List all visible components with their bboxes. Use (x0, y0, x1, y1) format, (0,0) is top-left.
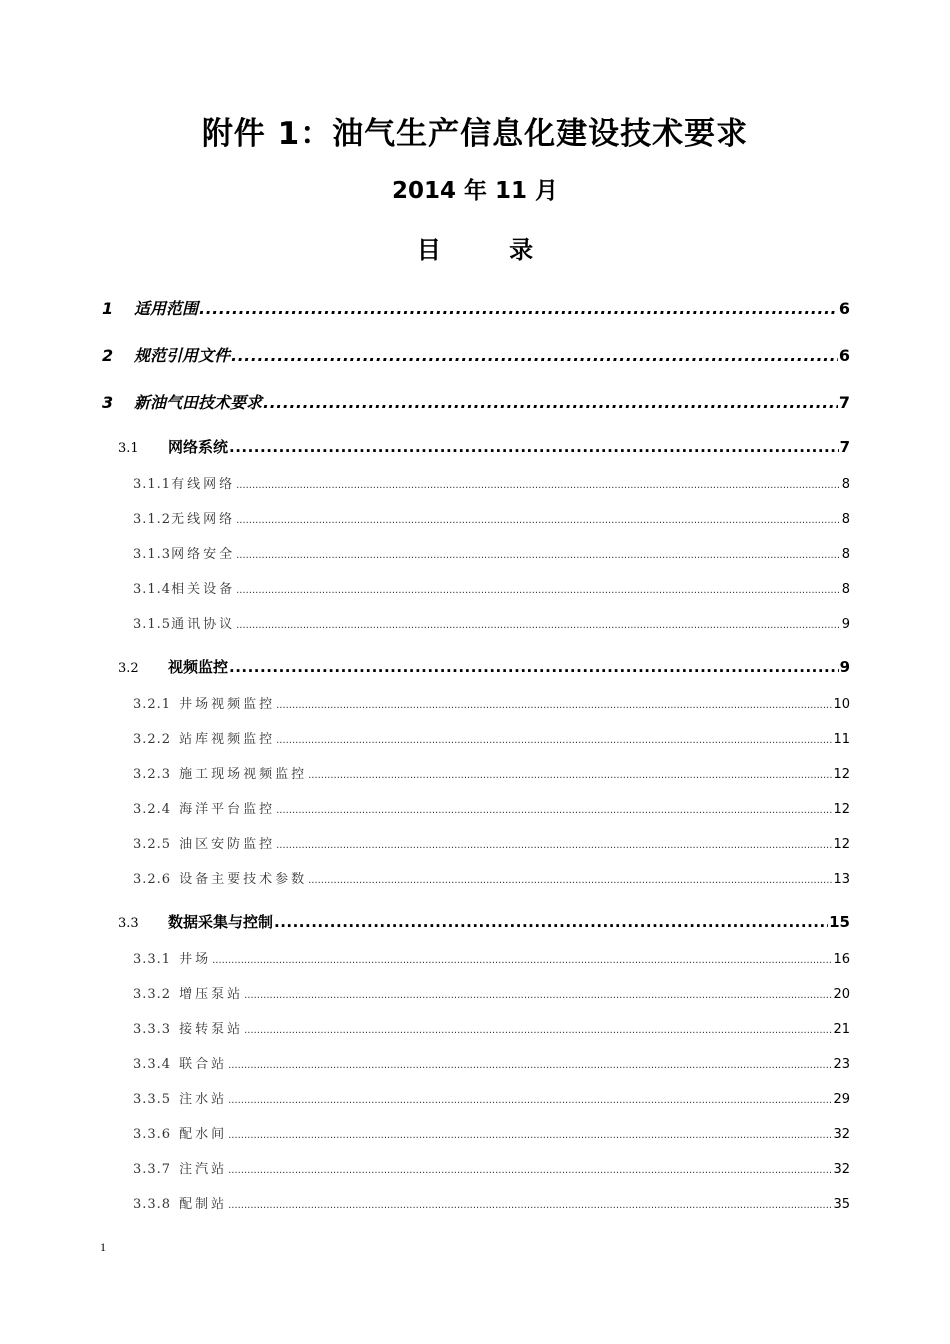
toc-leader (229, 658, 839, 676)
toc-entry-number: 3.2.2 (133, 732, 172, 747)
toc-entry[interactable] (133, 1088, 850, 1107)
toc-entry-page: 32 (833, 1127, 850, 1142)
toc-leader (228, 1095, 832, 1106)
toc-entry[interactable] (133, 868, 850, 887)
document-title: 附件 1：油气生产信息化建设技术要求 (201, 116, 749, 152)
toc-entry-page: 8 (841, 547, 850, 562)
toc-leader (199, 299, 838, 318)
toc-leader (308, 770, 832, 781)
toc-entry[interactable] (118, 436, 850, 457)
toc-entry-number: 2 (102, 346, 114, 365)
toc-leader (231, 346, 838, 365)
toc-entry-label: 网络安全 (171, 547, 236, 562)
toc-entry-number: 3.3.6 (133, 1127, 172, 1142)
toc-entry-label: 海洋平台监控 (179, 802, 276, 817)
toc-entry-label: 适用范围 (134, 299, 199, 318)
toc-entry-label: 注汽站 (179, 1162, 228, 1177)
toc-entry-label: 联合站 (179, 1057, 228, 1072)
toc-entry-page: 7 (838, 393, 850, 412)
toc-entry[interactable] (102, 343, 850, 366)
toc-entry-label: 通讯协议 (171, 617, 236, 632)
toc-leader (276, 735, 832, 746)
toc-entry[interactable] (133, 1018, 850, 1037)
toc-entry-page: 6 (838, 299, 850, 318)
toc-leader (244, 990, 832, 1001)
toc-leader (276, 700, 832, 711)
toc-leader (236, 480, 841, 491)
toc-entry-page: 9 (839, 658, 850, 676)
toc-entry-page: 8 (841, 582, 850, 597)
toc-entry-page: 10 (833, 697, 850, 712)
toc-entry-number: 3.2.5 (133, 837, 172, 852)
toc-entry-number: 3.2.3 (133, 767, 172, 782)
toc-entry-page: 12 (833, 837, 850, 852)
toc-leader (236, 515, 841, 526)
toc-entry-number: 3.1.2 (133, 512, 172, 527)
toc-entry-page: 23 (833, 1057, 850, 1072)
toc-entry[interactable] (133, 1123, 850, 1142)
toc-entry-number: 3.3.1 (133, 952, 172, 967)
toc-leader (228, 1165, 832, 1176)
toc-entry-number: 3.1 (118, 441, 139, 456)
toc-entry-page: 35 (833, 1197, 850, 1212)
toc-entry-label: 新油气田技术要求 (134, 393, 263, 412)
toc-entry[interactable] (133, 613, 850, 632)
toc-leader (244, 1025, 832, 1036)
toc-entry-number: 3.1.4 (133, 582, 172, 597)
toc-entry[interactable] (102, 296, 850, 319)
toc-entry-page: 8 (841, 512, 850, 527)
toc-entry-page: 9 (841, 617, 850, 632)
toc-entry-label: 站库视频监控 (179, 732, 276, 747)
toc-entry-label: 配水间 (179, 1127, 228, 1142)
toc-leader (228, 1060, 832, 1071)
toc-entry-number: 1 (102, 299, 114, 318)
toc-entry-page: 15 (829, 913, 850, 931)
toc-entry-label: 数据采集与控制 (168, 913, 274, 931)
toc-entry[interactable] (133, 833, 850, 852)
toc-entry-page: 6 (838, 346, 850, 365)
toc-entry-number: 3.3.8 (133, 1197, 172, 1212)
toc-leader (212, 955, 832, 966)
toc-entry[interactable] (133, 578, 850, 597)
toc-entry-page: 21 (833, 1022, 850, 1037)
toc-entry[interactable] (133, 948, 850, 967)
toc-entry[interactable] (133, 728, 850, 747)
toc-entry[interactable] (102, 390, 850, 413)
toc-entry-number: 3.2.4 (133, 802, 172, 817)
toc-entry-label: 施工现场视频监控 (179, 767, 308, 782)
toc-entry-page: 11 (833, 732, 850, 747)
toc-entry[interactable] (118, 656, 850, 677)
document-date: 2014 年 11 月 (391, 178, 559, 204)
toc-leader (236, 585, 841, 596)
toc-entry-label: 规范引用文件 (134, 346, 231, 365)
toc-entry-number: 3 (102, 393, 114, 412)
toc-leader (229, 438, 839, 456)
toc-entry-page: 13 (833, 872, 850, 887)
toc-entry-page: 20 (833, 987, 850, 1002)
toc-entry-page: 12 (833, 767, 850, 782)
toc-entry-number: 3.2.6 (133, 872, 172, 887)
toc-entry-page: 12 (833, 802, 850, 817)
toc-entry-label: 视频监控 (168, 658, 229, 676)
toc-leader (228, 1200, 832, 1211)
toc-entry-number: 3.2 (118, 661, 139, 676)
toc-entry[interactable] (118, 911, 850, 932)
toc-entry-number: 3.2.1 (133, 697, 172, 712)
toc-leader (308, 875, 832, 886)
toc-entry[interactable] (133, 1053, 850, 1072)
toc-entry-number: 3.3.7 (133, 1162, 172, 1177)
toc-entry[interactable] (133, 983, 850, 1002)
toc-entry-label: 相关设备 (171, 582, 236, 597)
toc-entry-number: 3.1.5 (133, 617, 172, 632)
toc-entry-label: 油区安防监控 (179, 837, 276, 852)
toc-leader (276, 805, 832, 816)
toc-entry-page: 8 (841, 477, 850, 492)
toc-entry-number: 3.3.3 (133, 1022, 172, 1037)
toc-entry-label: 接转泵站 (179, 1022, 244, 1037)
toc-entry[interactable] (133, 763, 850, 782)
toc-leader (274, 913, 828, 931)
toc-entry-label: 配制站 (179, 1197, 228, 1212)
toc-entry[interactable] (133, 1158, 850, 1177)
toc-entry-label: 井场视频监控 (179, 697, 276, 712)
toc-entry-label: 无线网络 (171, 512, 236, 527)
toc-entry-page: 32 (833, 1162, 850, 1177)
toc-entry[interactable] (133, 693, 850, 712)
toc-entry-number: 3.3.5 (133, 1092, 172, 1107)
toc-entry-label: 注水站 (179, 1092, 228, 1107)
toc-leader (228, 1130, 832, 1141)
toc-entry[interactable] (133, 798, 850, 817)
toc-entry-label: 设备主要技术参数 (179, 872, 308, 887)
toc-leader (263, 393, 838, 412)
toc-entry-number: 3.3.2 (133, 987, 172, 1002)
toc-entry-number: 3.3 (118, 916, 139, 931)
toc-leader (276, 840, 832, 851)
page-number: 1 (100, 1240, 106, 1254)
toc-entry-label: 增压泵站 (179, 987, 244, 1002)
toc-entry-page: 7 (839, 438, 850, 456)
toc-entry-number: 3.1.1 (133, 477, 172, 492)
toc-entry-label: 井场 (179, 952, 212, 967)
toc-leader (236, 620, 841, 631)
toc-entry[interactable] (133, 473, 850, 492)
toc-entry[interactable] (133, 1193, 850, 1212)
toc-entry-number: 3.3.4 (133, 1057, 172, 1072)
toc-entry-number: 3.1.3 (133, 547, 172, 562)
toc-leader (236, 550, 841, 561)
toc-entry[interactable] (133, 543, 850, 562)
toc-heading: 目 录 (416, 236, 534, 264)
toc-entry-page: 29 (833, 1092, 850, 1107)
toc-entry[interactable] (133, 508, 850, 527)
toc-entry-label: 网络系统 (168, 438, 229, 456)
toc-entry-label: 有线网络 (171, 477, 236, 492)
toc-entry-page: 16 (833, 952, 850, 967)
